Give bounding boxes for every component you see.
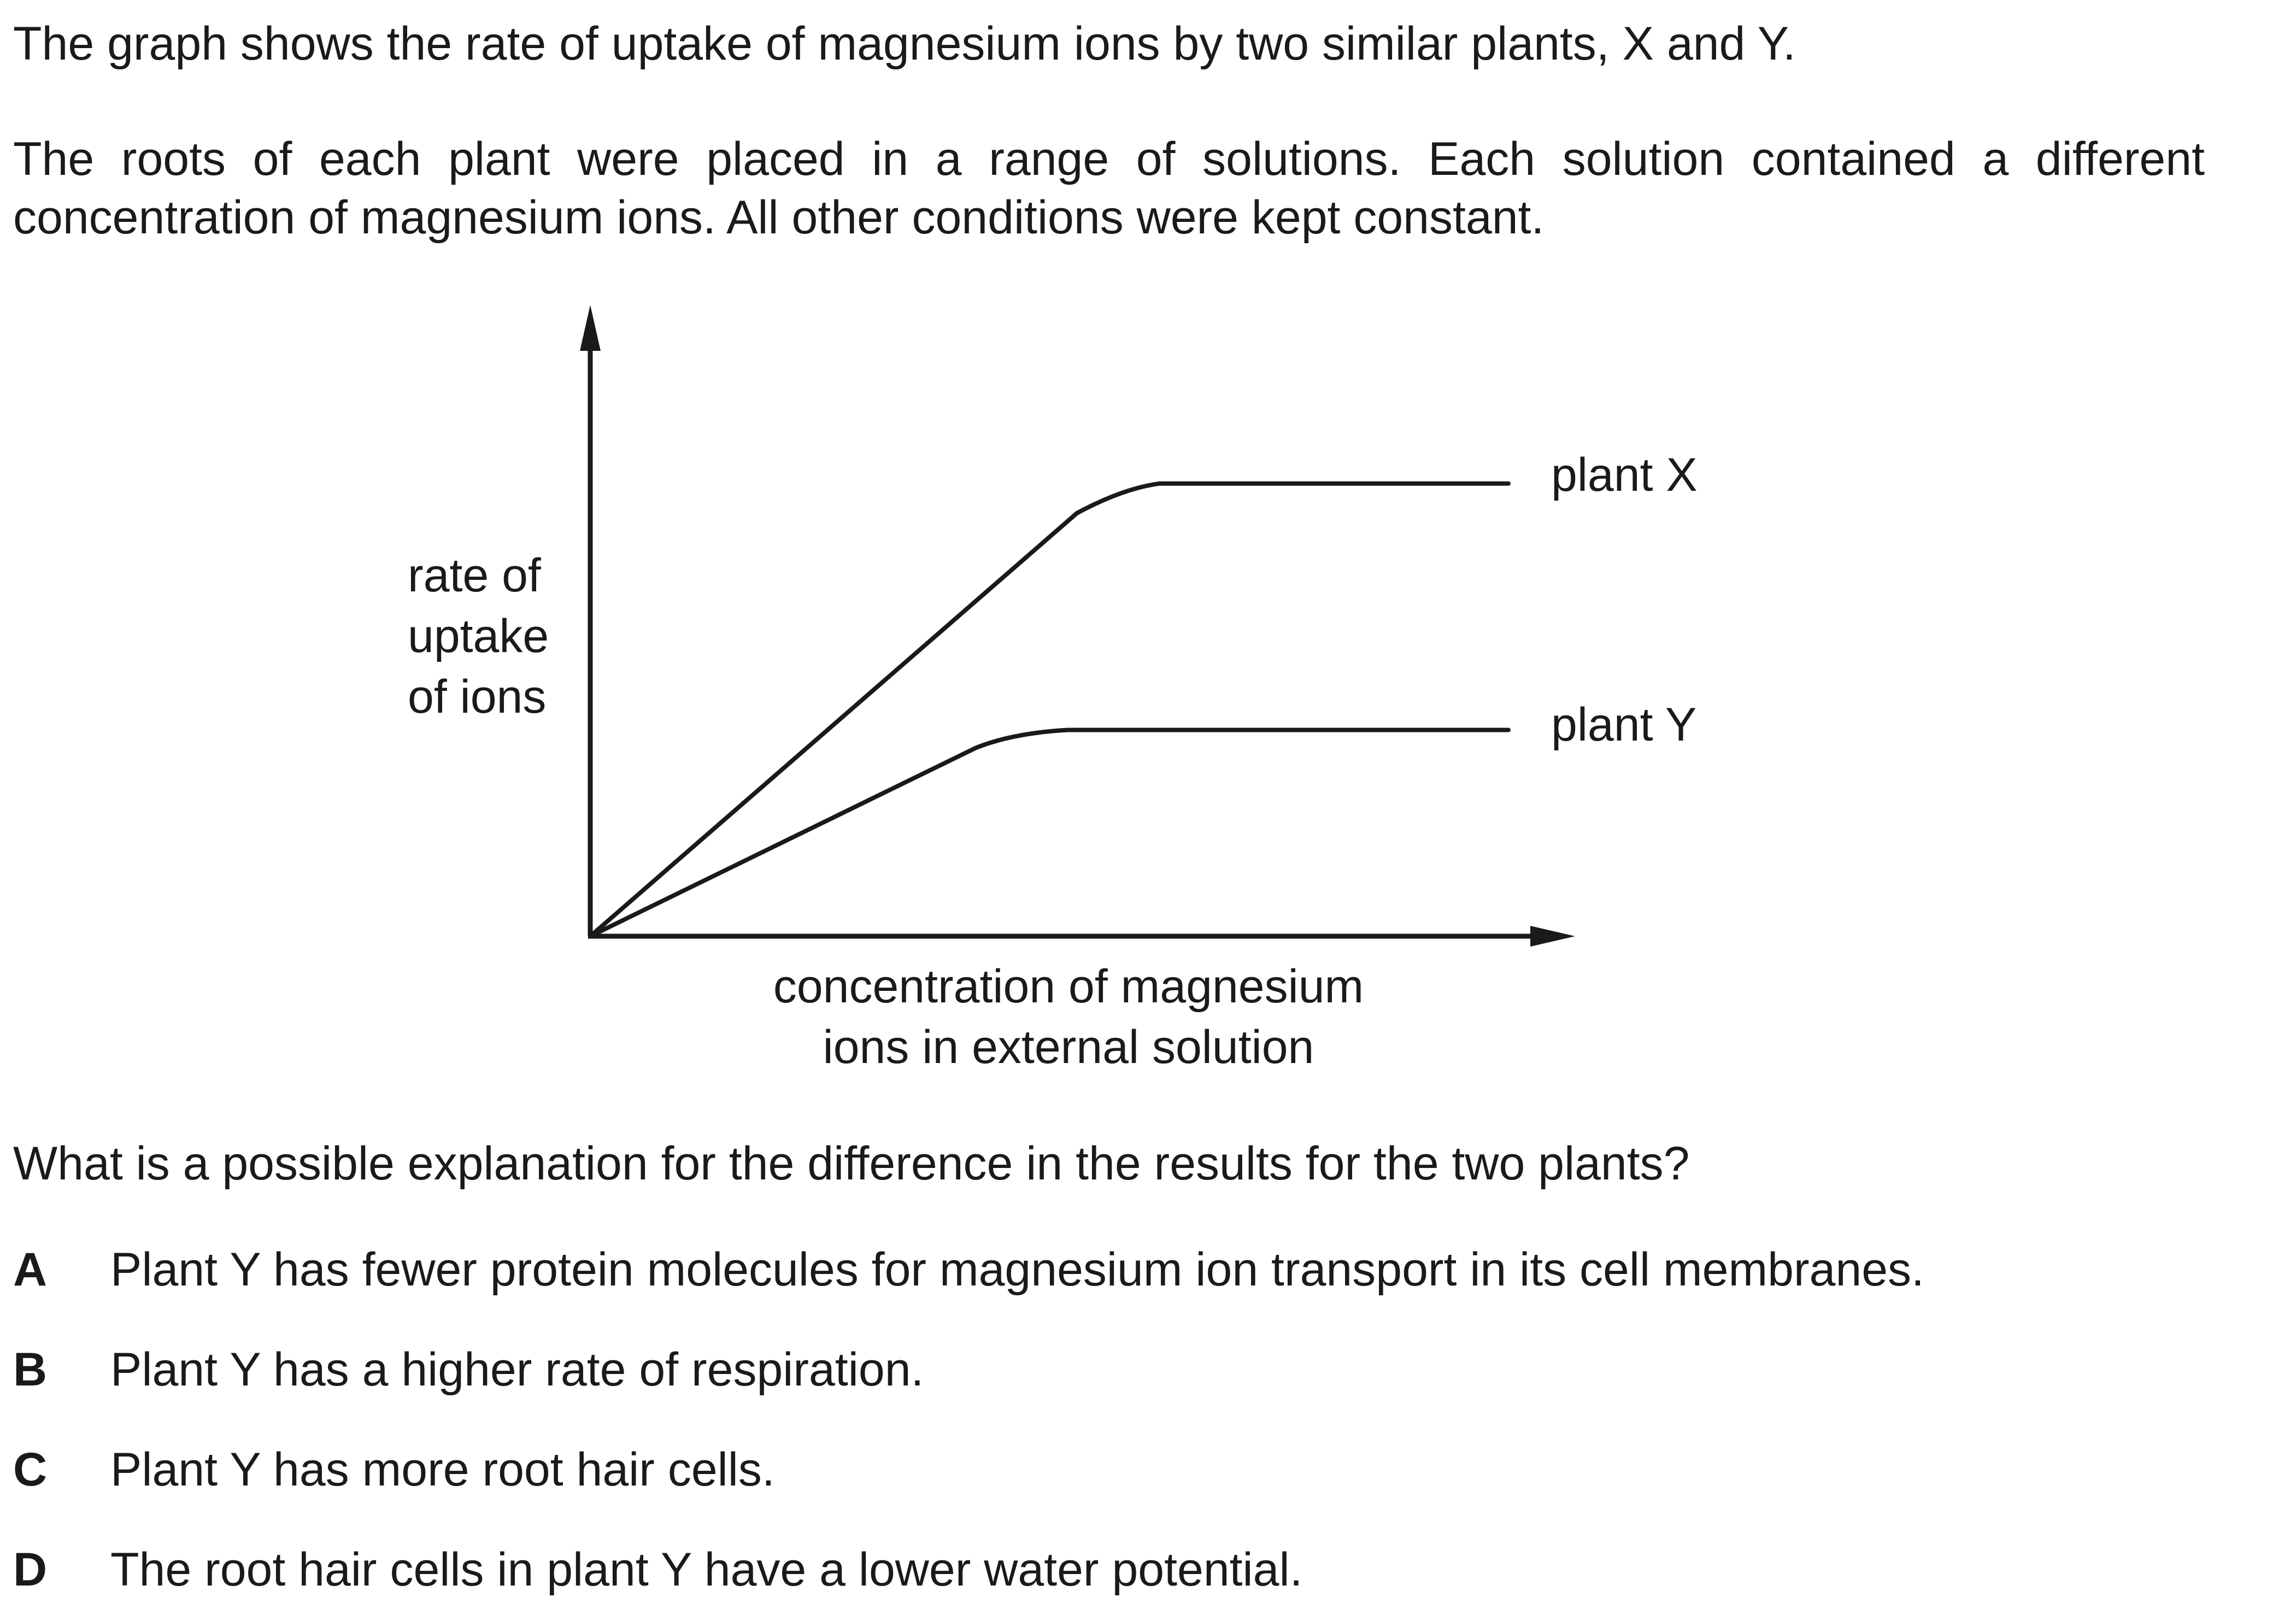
option-text: The root hair cells in plant Y have a lower water potential. xyxy=(110,1543,1303,1596)
option-text: Plant Y has more root hair cells. xyxy=(110,1443,775,1496)
intro-line: The graph shows the rate of uptake of magnesium ions by two similar plants, X and Y. xyxy=(13,17,1796,70)
option-b[interactable] xyxy=(13,1341,924,1399)
option-text: Plant Y has fewer protein molecules for magnesium ion transport in its cell membranes. xyxy=(110,1243,1924,1296)
option-letter: D xyxy=(13,1543,48,1596)
option-c[interactable] xyxy=(13,1441,775,1499)
option-text: Plant Y has a higher rate of respiration. xyxy=(110,1343,924,1396)
option-d[interactable] xyxy=(13,1541,1303,1599)
series-label-plant-x: plant X xyxy=(1551,449,1698,501)
option-letter: A xyxy=(13,1243,48,1296)
series-line-plant-y xyxy=(590,730,1508,936)
series-label-plant-y: plant Y xyxy=(1551,698,1697,751)
y-axis-label-line-2: uptake xyxy=(408,610,549,662)
option-letter: C xyxy=(13,1443,48,1496)
option-letter: B xyxy=(13,1343,48,1396)
y-axis-label-line-1: rate of xyxy=(408,549,541,602)
option-a[interactable] xyxy=(13,1241,1924,1299)
x-axis-label-line-1: concentration of magnesium xyxy=(773,960,1364,1013)
question-stem: What is a possible explanation for the difference in the results for the two plants? xyxy=(13,1137,1690,1190)
y-axis-arrowhead xyxy=(580,305,601,351)
x-axis-arrowhead xyxy=(1530,926,1575,947)
intro-paragraph: The roots of each plant were placed in a range of solutions. Each solution contained a different concentration of magnesium ions. All other conditions were kept constant. xyxy=(13,133,2205,244)
y-axis-label-line-3: of ions xyxy=(408,671,547,723)
x-axis-label-line-2: ions in external solution xyxy=(823,1021,1314,1073)
